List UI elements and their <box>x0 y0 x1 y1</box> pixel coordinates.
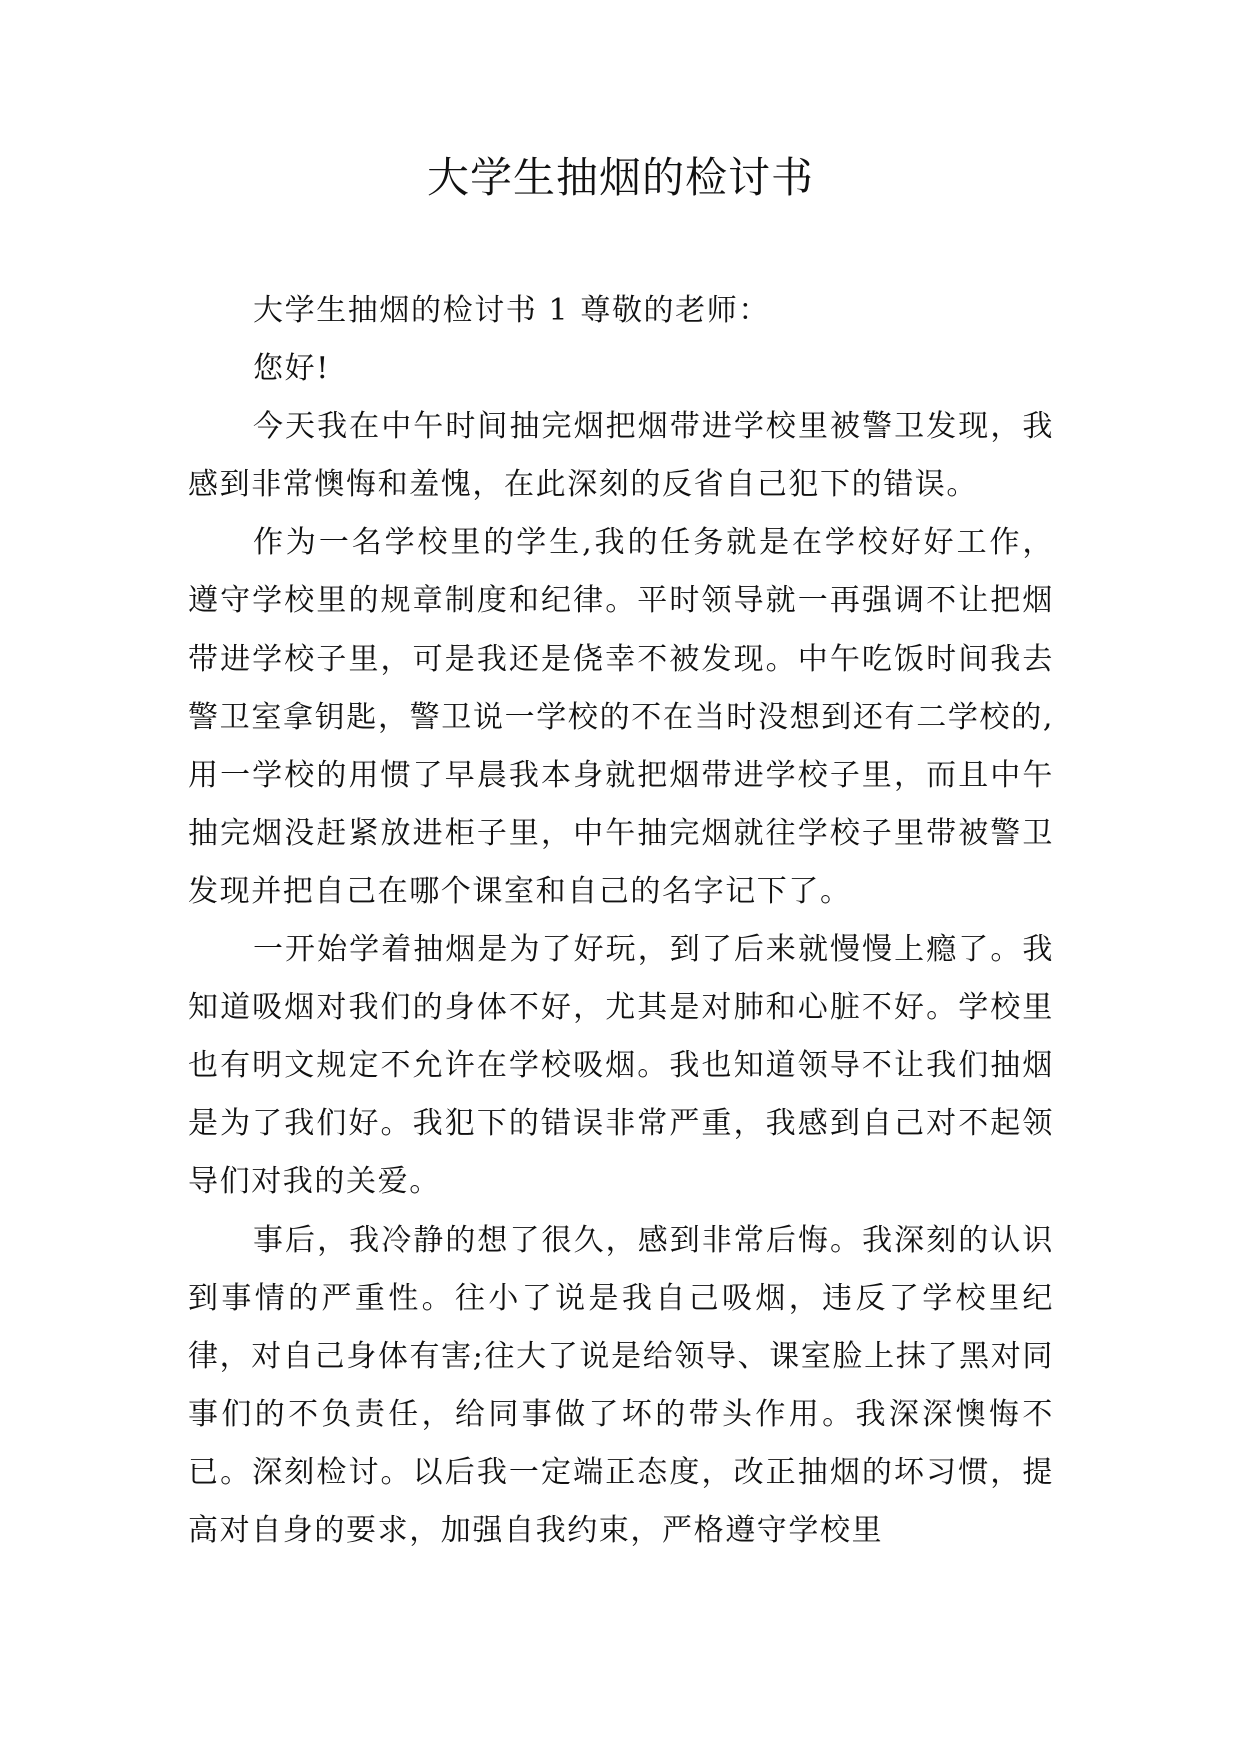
paragraph-greeting: 您好! <box>253 351 330 387</box>
paragraph-incident: 今天我在中午时间抽完烟把烟带进学校里被警卫发现，我感到非常懊悔和羞愧，在此深刻的反省自己犯下的错误。 <box>188 409 1054 503</box>
paragraph-habit: 一开始学着抽烟是为了好玩，到了后来就慢慢上瘾了。我知道吸烟对我们的身体不好，尤其是对肺和心脏不好。学校里也有明文规定不允许在学校吸烟。我也知道领导不让我们抽烟是为了我们好。我犯下的错误非常严重，我感到自己对不起领导们对我的关爱。 <box>188 932 1054 1200</box>
paragraph-salutation: 大学生抽烟的检讨书 1 尊敬的老师： <box>253 293 770 328</box>
document-title: 大学生抽烟的检讨书 <box>426 153 814 202</box>
paragraph-duties: 作为一名学校里的学生,我的任务就是在学校好好工作，遵守学校里的规章制度和纪律。平时领导就一再强调不让把烟带进学校子里，可是我还是侥幸不被发现。中午吃饭时间我去警卫室拿钥匙，警卫说一学校的不在当时没想到还有二学校的,用一学校的用惯了早晨我本身就把烟带进学校子里，而且中午抽完烟没赶紧放进柜子里，中午抽完烟就往学校子里带被警卫发现并把自己在哪个课室和自己的名字记下了。 <box>188 525 1054 909</box>
document-body <box>188 282 1054 1560</box>
paragraph-reflection: 事后，我冷静的想了很久，感到非常后悔。我深刻的认识到事情的严重性。往小了说是我自己吸烟，违反了学校里纪律，对自己身体有害;往大了说是给领导、课室脸上抹了黑对同事们的不负责任，给同事做了坏的带头作用。我深深懊悔不已。深刻检讨。以后我一定端正态度，改正抽烟的坏习惯，提高对自身的要求，加强自我约束，严格遵守学校里 <box>188 1222 1054 1548</box>
